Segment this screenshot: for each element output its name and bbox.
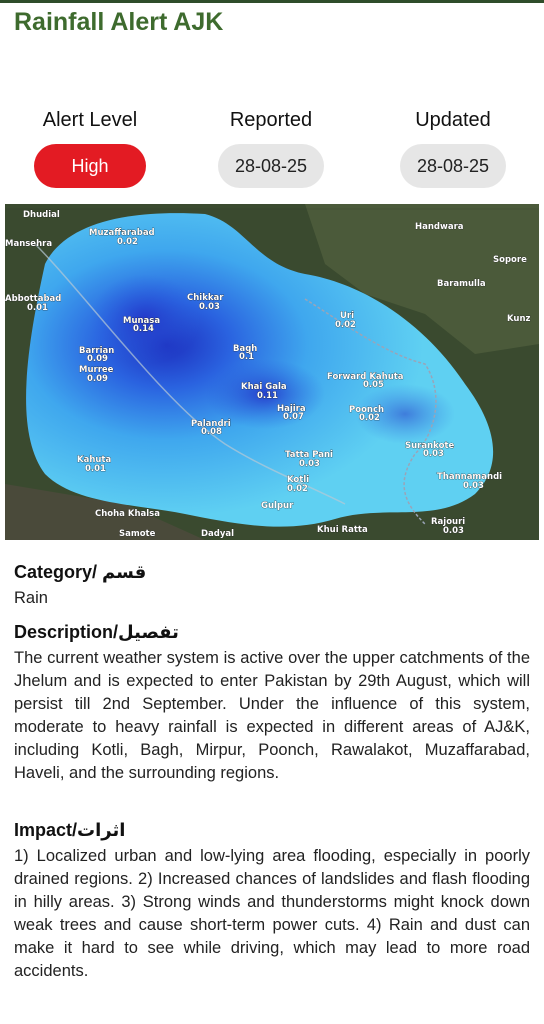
rainfall-map[interactable] [5, 204, 539, 540]
svg-text:Gulpur: Gulpur [261, 501, 294, 511]
svg-text:0.08: 0.08 [201, 427, 222, 437]
svg-text:0.09: 0.09 [87, 374, 108, 384]
svg-text:0.14: 0.14 [133, 324, 154, 334]
svg-text:Kotli: Kotli [287, 475, 310, 485]
svg-text:Choha Khalsa: Choha Khalsa [95, 509, 160, 519]
svg-text:0.09: 0.09 [87, 354, 108, 364]
svg-text:Munasa: Munasa [123, 316, 161, 326]
impact-section [14, 820, 530, 983]
updated-column [373, 106, 533, 188]
svg-text:0.05: 0.05 [363, 380, 384, 390]
svg-text:Thannamandi: Thannamandi [437, 472, 503, 482]
page-title: Rainfall Alert AJK [14, 8, 224, 36]
svg-text:0.02: 0.02 [117, 237, 138, 247]
reported-date-badge: 28-08-25 [218, 144, 324, 188]
svg-text:Bagh: Bagh [233, 344, 258, 354]
svg-text:Uri: Uri [340, 311, 355, 321]
top-bar [0, 0, 544, 3]
svg-text:Abbottabad: Abbottabad [5, 294, 62, 304]
svg-text:Barrian: Barrian [79, 346, 115, 356]
impact-heading: Impact/اثرات [14, 820, 126, 840]
svg-text:0.02: 0.02 [287, 484, 308, 494]
svg-text:Tatta Pani: Tatta Pani [285, 450, 333, 460]
svg-text:0.03: 0.03 [199, 302, 220, 312]
svg-text:Dhudial: Dhudial [23, 210, 60, 220]
updated-label: Updated [415, 109, 491, 131]
svg-text:0.07: 0.07 [283, 412, 304, 422]
svg-text:Palandri: Palandri [191, 419, 231, 429]
updated-date-badge: 28-08-25 [400, 144, 506, 188]
svg-text:Khui Ratta: Khui Ratta [317, 525, 368, 535]
category-value: Rain [14, 589, 48, 607]
alert-level-column [10, 106, 170, 188]
svg-text:0.03: 0.03 [423, 449, 444, 459]
svg-text:Sopore: Sopore [493, 255, 527, 265]
svg-text:Poonch: Poonch [349, 405, 385, 415]
reported-label: Reported [229, 109, 313, 131]
svg-text:Chikkar: Chikkar [187, 293, 224, 303]
svg-text:Surankote: Surankote [405, 441, 455, 451]
alert-level-badge: High [34, 144, 146, 188]
description-section [14, 622, 530, 785]
rainfall-map-graphic [5, 204, 539, 540]
svg-text:Samote: Samote [119, 529, 156, 539]
svg-text:Khai Gala: Khai Gala [241, 382, 287, 392]
svg-text:Muzaffarabad: Muzaffarabad [89, 228, 155, 238]
svg-text:Kahuta: Kahuta [77, 455, 112, 465]
svg-text:Rajouri: Rajouri [431, 517, 466, 527]
svg-text:Kunz: Kunz [507, 314, 531, 324]
svg-text:0.01: 0.01 [27, 303, 48, 313]
alert-level-label: Alert Level [42, 109, 138, 131]
svg-text:Murree: Murree [79, 365, 114, 375]
svg-text:0.01: 0.01 [85, 464, 106, 474]
svg-text:Hajira: Hajira [277, 404, 306, 414]
status-row [0, 106, 544, 196]
svg-text:0.1: 0.1 [239, 352, 255, 362]
svg-text:Baramulla: Baramulla [437, 279, 486, 289]
category-section [14, 562, 530, 610]
svg-text:0.02: 0.02 [359, 413, 380, 423]
description-heading: Description/تفصیل [14, 622, 179, 642]
svg-text:Dadyal: Dadyal [201, 529, 235, 539]
svg-text:0.02: 0.02 [335, 320, 356, 330]
svg-text:0.11: 0.11 [257, 391, 278, 401]
svg-text:0.03: 0.03 [299, 459, 320, 469]
impact-text: 1) Localized urban and low-lying area flooding, especially in poorly drained regions. 2) Increased chances of landslides and flash flooding in hilly areas. 3) Strong winds and thunderstorms might knock down weak trees and cause short-term power cuts. 4) Rain and dust can make it hard to see while driving, which may lead to more road accidents. [14, 847, 530, 980]
category-heading: Category/ قسم [14, 562, 147, 582]
svg-text:0.03: 0.03 [443, 526, 464, 536]
reported-column [191, 106, 351, 188]
svg-text:Mansehra: Mansehra [5, 239, 53, 249]
svg-text:0.03: 0.03 [463, 481, 484, 491]
description-text: The current weather system is active over the upper catchments of the Jhelum and is expected to enter Pakistan by 29th August, which will persist till 2nd September. Under the influence of this system, moderate to heavy rainfall is expected in different areas of AJ&K, including Kotli, Bagh, Mirpur, Poonch, Rawalakot, Muzaffarabad, Haveli, and the surrounding regions. [14, 649, 530, 782]
svg-text:Forward Kahuta: Forward Kahuta [327, 372, 404, 382]
svg-text:Handwara: Handwara [415, 222, 464, 232]
